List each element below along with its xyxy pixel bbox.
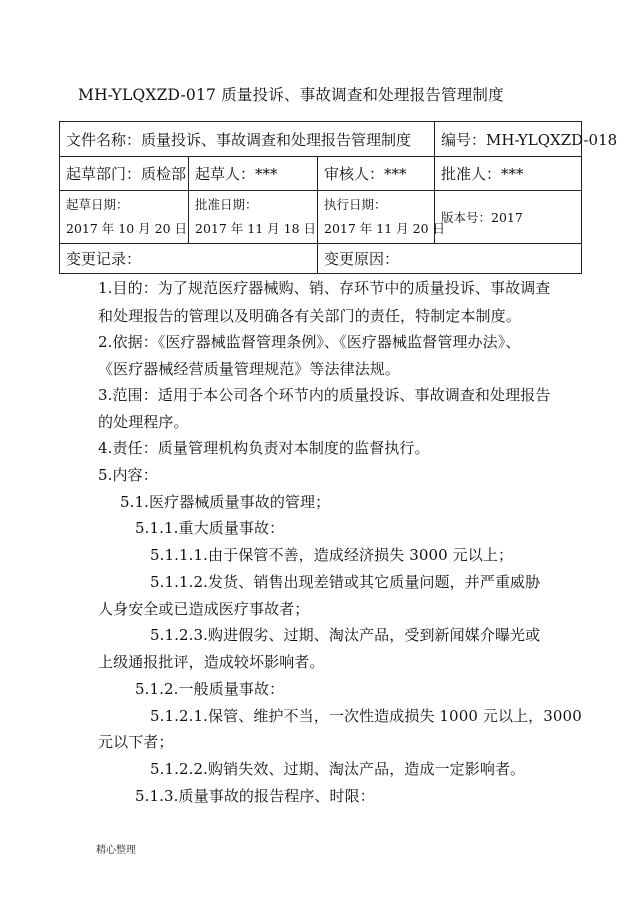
- section-5-1-1-2-line-2: 人身安全或已造成医疗事故者；: [98, 600, 310, 618]
- change-reason-cell: 变更原因：: [318, 244, 582, 274]
- approve-date-label: 批准日期：: [195, 196, 258, 212]
- change-record-cell: 变更记录：: [60, 244, 318, 274]
- document-info-table: [59, 121, 618, 274]
- purpose-line-2: 和处理报告的管理以及明确各有关部门的责任，特制定本制度。: [98, 307, 521, 325]
- table-row: [60, 244, 582, 274]
- section-5-1-1: 5.1.1.重大质量事故：: [135, 519, 285, 537]
- file-name-cell: 文件名称：质量投诉、事故调查和处理报告管理制度: [60, 122, 435, 157]
- section-5-1-2-1-line-2: 元以下者；: [98, 733, 174, 751]
- section-5-1-1-1: 5.1.1.1.由于保管不善，造成经济损失 3000 元以上；: [150, 546, 514, 564]
- version-cell: 版本号：2017: [435, 191, 582, 244]
- purpose-line-1: 1.目的：为了规范医疗器械购、销、存环节中的质量投诉、事故调查: [98, 279, 551, 297]
- document-title: MH-YLQXZD-017 质量投诉、事故调查和处理报告管理制度: [78, 86, 504, 104]
- section-5-1-2-3-line-1: 5.1.2.3.购进假劣、过期、淘汰产品，受到新闻媒介曝光或: [150, 626, 541, 644]
- scope-line-2: 的处理程序。: [98, 413, 189, 431]
- content-heading: 5.内容：: [98, 466, 158, 484]
- table-row: [60, 191, 582, 244]
- basis-line-1: 2.依据：《医疗器械监督管理条例》、《医疗器械监督管理办法》、: [98, 333, 521, 351]
- exec-date-cell: [318, 191, 445, 244]
- responsibility-line: 4.责任：质量管理机构负责对本制度的监督执行。: [98, 439, 430, 457]
- section-5-1: 5.1.医疗器械质量事故的管理；: [120, 493, 331, 511]
- document-number-cell: 编号：MH-YLQXZD-018: [435, 122, 582, 157]
- draft-date-value: 2017 年 10 月 20 日: [66, 220, 187, 236]
- scope-line-1: 3.范围：适用于本公司各个环节内的质量投诉、事故调查和处理报告: [98, 386, 551, 404]
- section-5-1-2-1-line-1: 5.1.2.1.保管、维护不当，一次性造成损失 1000 元以上，3000: [150, 707, 582, 725]
- table-row: [60, 122, 582, 157]
- draft-date-label: 起草日期：: [66, 196, 129, 212]
- approve-date-cell: [189, 191, 318, 244]
- table-row: [60, 157, 582, 191]
- draft-department-cell: 起草部门：质检部: [60, 157, 189, 191]
- exec-date-label: 执行日期：: [324, 196, 387, 212]
- section-5-1-1-2-line-1: 5.1.1.2.发货、销售出现差错或其它质量问题，并严重威胁: [150, 573, 541, 591]
- basis-line-2: 《医疗器械经营质量管理规范》等法律法规。: [98, 360, 401, 378]
- approve-date-value: 2017 年 11 月 18 日: [195, 220, 316, 236]
- reviewer-cell: 审核人：***: [318, 157, 435, 191]
- section-5-1-3: 5.1.3.质量事故的报告程序、时限：: [135, 787, 375, 805]
- draft-date-cell: [60, 191, 189, 244]
- footer-note: 精心整理: [96, 845, 136, 856]
- section-5-1-2-2: 5.1.2.2.购销失效、过期、淘汰产品，造成一定影响者。: [150, 760, 526, 778]
- section-5-1-2: 5.1.2.一般质量事故：: [135, 680, 285, 698]
- drafter-cell: 起草人：***: [189, 157, 318, 191]
- exec-date-value: 2017 年 11 月 20 日: [324, 220, 445, 236]
- approver-cell: 批准人：***: [435, 157, 582, 191]
- section-5-1-2-3-line-2: 上级通报批评，造成较坏影响者。: [98, 653, 325, 671]
